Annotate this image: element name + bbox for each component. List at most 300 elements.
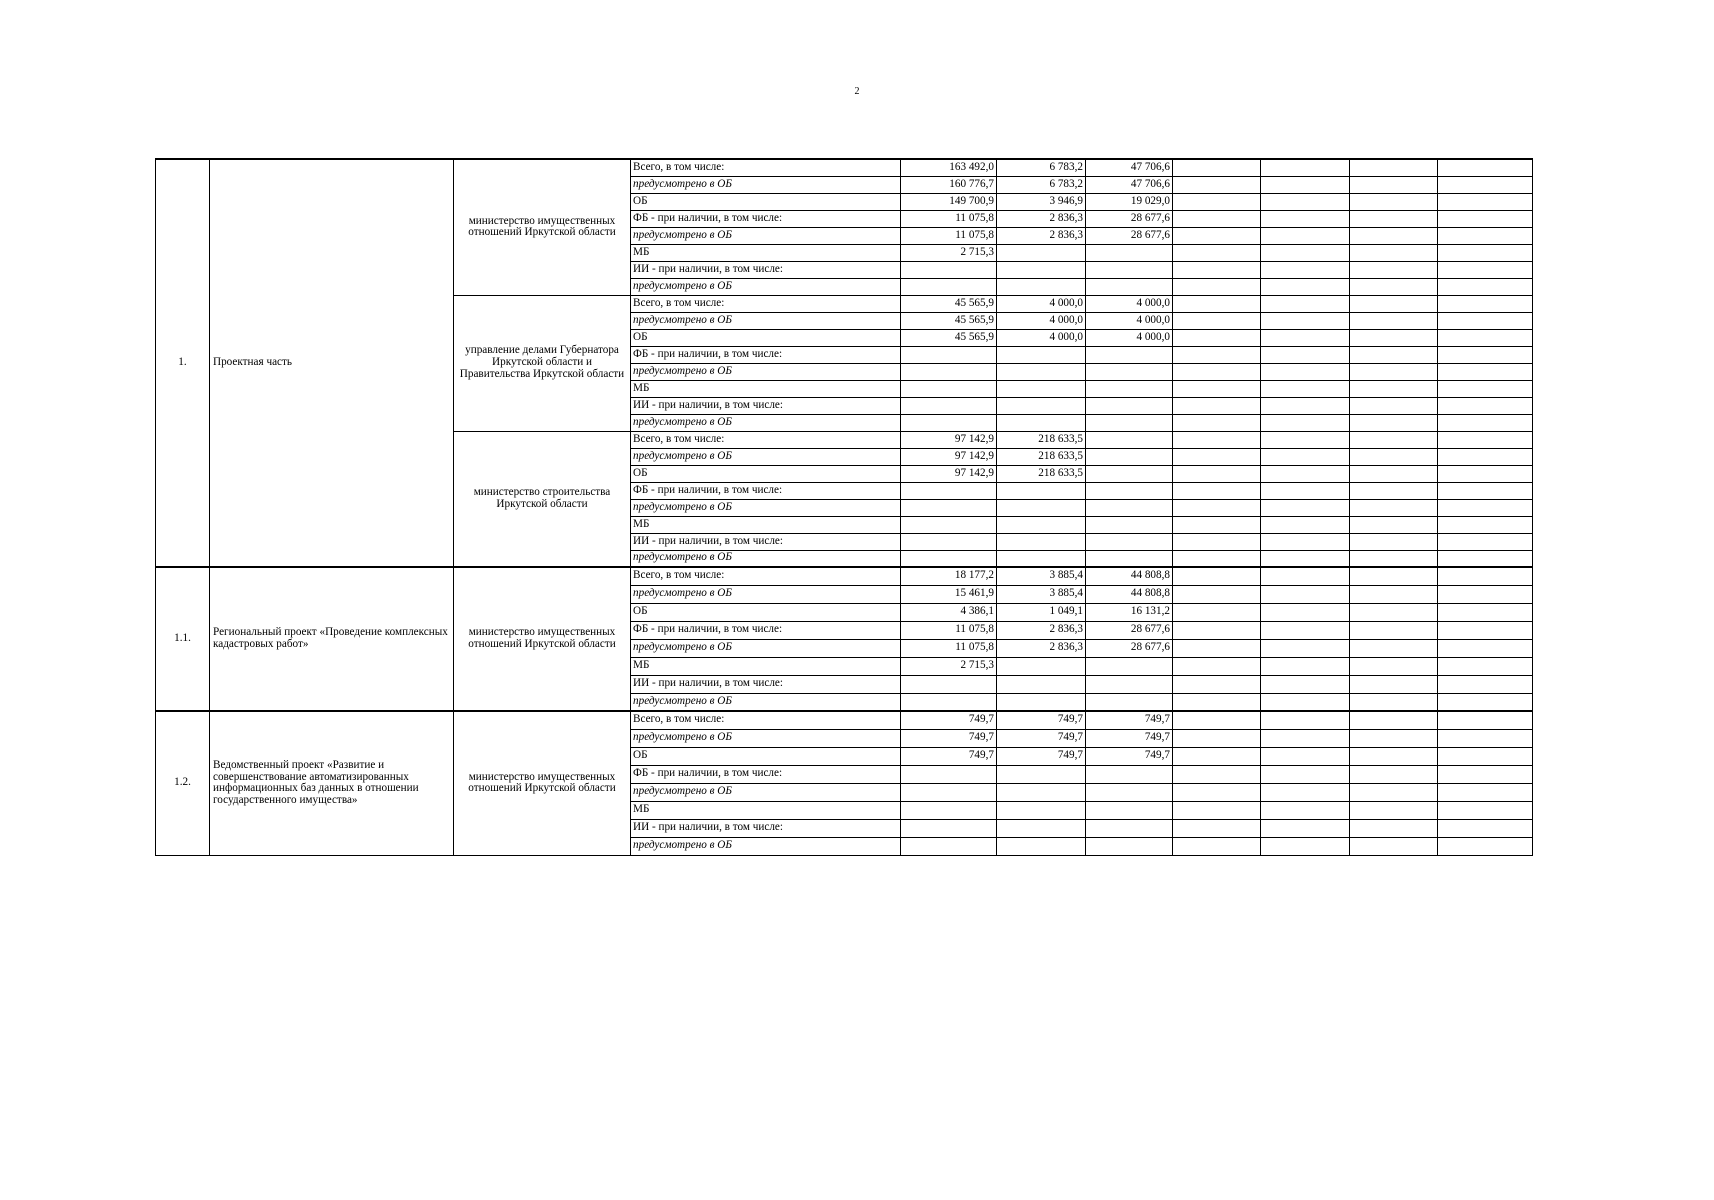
value-cell	[901, 380, 997, 397]
funding-source-label: ФБ - при наличии, в том числе:	[631, 482, 901, 499]
value-cell	[1438, 346, 1533, 363]
value-cell	[1438, 747, 1533, 765]
value-cell	[1438, 765, 1533, 783]
value-cell	[1086, 499, 1173, 516]
value-cell	[1350, 482, 1438, 499]
value-cell: 15 461,9	[901, 585, 997, 603]
funding-source-label: ОБ	[631, 193, 901, 210]
row-index: 1.	[156, 159, 210, 567]
value-cell	[1438, 363, 1533, 380]
value-cell	[1438, 448, 1533, 465]
value-cell: 47 706,6	[1086, 176, 1173, 193]
value-cell: 4 000,0	[997, 312, 1086, 329]
value-cell	[1173, 603, 1261, 621]
value-cell: 749,7	[997, 747, 1086, 765]
value-cell	[1261, 621, 1350, 639]
value-cell	[1086, 675, 1173, 693]
page-number: 2	[854, 86, 860, 97]
value-cell	[1350, 244, 1438, 261]
value-cell	[1086, 801, 1173, 819]
value-cell	[1350, 397, 1438, 414]
value-cell	[997, 819, 1086, 837]
value-cell	[1350, 227, 1438, 244]
funding-source-label: предусмотрено в ОБ	[631, 550, 901, 567]
value-cell	[1350, 747, 1438, 765]
funding-source-label: ИИ - при наличии, в том числе:	[631, 675, 901, 693]
value-cell	[1438, 639, 1533, 657]
value-cell	[1438, 176, 1533, 193]
value-cell	[1261, 227, 1350, 244]
value-cell: 149 700,9	[901, 193, 997, 210]
value-cell	[1173, 431, 1261, 448]
value-cell: 160 776,7	[901, 176, 997, 193]
value-cell	[1173, 837, 1261, 855]
value-cell	[1173, 346, 1261, 363]
value-cell	[1173, 499, 1261, 516]
value-cell	[1438, 675, 1533, 693]
value-cell	[1438, 837, 1533, 855]
value-cell	[997, 801, 1086, 819]
value-cell	[1261, 729, 1350, 747]
value-cell	[1438, 585, 1533, 603]
value-cell	[901, 693, 997, 711]
value-cell: 3 885,4	[997, 585, 1086, 603]
funding-source-label: ФБ - при наличии, в том числе:	[631, 765, 901, 783]
funding-source-label: Всего, в том числе:	[631, 567, 901, 585]
value-cell	[1086, 819, 1173, 837]
value-cell	[1261, 585, 1350, 603]
value-cell	[1173, 729, 1261, 747]
funding-source-label: МБ	[631, 657, 901, 675]
value-cell: 28 677,6	[1086, 210, 1173, 227]
funding-source-label: предусмотрено в ОБ	[631, 363, 901, 380]
funding-source-label: предусмотрено в ОБ	[631, 585, 901, 603]
value-cell	[1261, 603, 1350, 621]
value-cell	[997, 693, 1086, 711]
row-index: 1.1.	[156, 567, 210, 711]
value-cell	[1173, 176, 1261, 193]
value-cell: 218 633,5	[997, 448, 1086, 465]
value-cell	[1261, 550, 1350, 567]
value-cell	[1350, 657, 1438, 675]
value-cell	[1261, 765, 1350, 783]
value-cell	[1173, 159, 1261, 176]
value-cell: 2 836,3	[997, 227, 1086, 244]
funding-source-label: предусмотрено в ОБ	[631, 227, 901, 244]
value-cell	[1438, 693, 1533, 711]
value-cell	[1438, 397, 1533, 414]
funding-source-label: МБ	[631, 516, 901, 533]
value-cell	[1086, 448, 1173, 465]
value-cell: 28 677,6	[1086, 639, 1173, 657]
table-row	[156, 711, 1533, 729]
value-cell	[1261, 448, 1350, 465]
value-cell: 28 677,6	[1086, 621, 1173, 639]
funding-source-label: МБ	[631, 244, 901, 261]
value-cell	[901, 533, 997, 550]
value-cell	[1350, 533, 1438, 550]
value-cell: 11 075,8	[901, 210, 997, 227]
value-cell	[1261, 431, 1350, 448]
value-cell: 749,7	[1086, 747, 1173, 765]
value-cell	[1350, 783, 1438, 801]
value-cell	[1350, 639, 1438, 657]
funding-source-label: ФБ - при наличии, в том числе:	[631, 346, 901, 363]
value-cell	[1261, 819, 1350, 837]
value-cell	[901, 482, 997, 499]
funding-source-label: предусмотрено в ОБ	[631, 499, 901, 516]
funding-source-label: предусмотрено в ОБ	[631, 783, 901, 801]
value-cell	[1261, 747, 1350, 765]
value-cell	[901, 516, 997, 533]
value-cell	[1173, 533, 1261, 550]
value-cell	[1438, 516, 1533, 533]
value-cell	[1173, 819, 1261, 837]
value-cell	[901, 801, 997, 819]
value-cell: 749,7	[901, 729, 997, 747]
value-cell	[1086, 693, 1173, 711]
value-cell	[901, 819, 997, 837]
value-cell	[1438, 711, 1533, 729]
value-cell	[1086, 278, 1173, 295]
value-cell	[1438, 244, 1533, 261]
value-cell	[901, 499, 997, 516]
value-cell	[1350, 819, 1438, 837]
value-cell	[1261, 210, 1350, 227]
value-cell	[1350, 363, 1438, 380]
value-cell	[1438, 482, 1533, 499]
funding-source-label: ОБ	[631, 603, 901, 621]
value-cell	[1350, 295, 1438, 312]
value-cell	[997, 482, 1086, 499]
funding-source-label: Всего, в том числе:	[631, 431, 901, 448]
value-cell	[1173, 193, 1261, 210]
value-cell	[901, 397, 997, 414]
value-cell	[1173, 585, 1261, 603]
value-cell	[901, 363, 997, 380]
value-cell: 28 677,6	[1086, 227, 1173, 244]
value-cell	[1350, 550, 1438, 567]
value-cell: 11 075,8	[901, 639, 997, 657]
value-cell	[1438, 657, 1533, 675]
funding-source-label: ИИ - при наличии, в том числе:	[631, 819, 901, 837]
value-cell	[997, 278, 1086, 295]
value-cell	[1350, 567, 1438, 585]
value-cell	[1261, 693, 1350, 711]
value-cell	[901, 837, 997, 855]
value-cell	[1173, 657, 1261, 675]
funding-source-label: предусмотрено в ОБ	[631, 729, 901, 747]
value-cell	[1438, 819, 1533, 837]
value-cell: 97 142,9	[901, 465, 997, 482]
funding-source-label: ИИ - при наличии, в том числе:	[631, 533, 901, 550]
value-cell	[1438, 603, 1533, 621]
value-cell: 6 783,2	[997, 159, 1086, 176]
value-cell	[1350, 585, 1438, 603]
value-cell	[1173, 747, 1261, 765]
value-cell: 45 565,9	[901, 295, 997, 312]
value-cell	[997, 657, 1086, 675]
value-cell	[1261, 837, 1350, 855]
value-cell	[1350, 414, 1438, 431]
value-cell	[1438, 193, 1533, 210]
value-cell: 2 836,3	[997, 621, 1086, 639]
value-cell	[1261, 329, 1350, 346]
value-cell: 47 706,6	[1086, 159, 1173, 176]
value-cell: 18 177,2	[901, 567, 997, 585]
value-cell	[1086, 533, 1173, 550]
value-cell	[1173, 550, 1261, 567]
value-cell	[1261, 312, 1350, 329]
value-cell	[997, 244, 1086, 261]
value-cell: 749,7	[997, 711, 1086, 729]
value-cell	[1350, 159, 1438, 176]
value-cell	[1438, 465, 1533, 482]
value-cell	[997, 550, 1086, 567]
value-cell	[1350, 261, 1438, 278]
value-cell	[1173, 711, 1261, 729]
funding-source-label: ИИ - при наличии, в том числе:	[631, 261, 901, 278]
value-cell	[1350, 176, 1438, 193]
value-cell	[1173, 210, 1261, 227]
funding-source-label: предусмотрено в ОБ	[631, 176, 901, 193]
value-cell: 44 808,8	[1086, 585, 1173, 603]
funding-source-label: предусмотрено в ОБ	[631, 448, 901, 465]
value-cell: 11 075,8	[901, 227, 997, 244]
value-cell	[1173, 567, 1261, 585]
funding-source-label: Всего, в том числе:	[631, 159, 901, 176]
executor-cell: министерство строительства Иркутской области	[454, 431, 631, 567]
funding-source-label: ОБ	[631, 747, 901, 765]
value-cell	[1438, 431, 1533, 448]
value-cell: 2 836,3	[997, 639, 1086, 657]
value-cell	[1438, 621, 1533, 639]
funding-source-label: предусмотрено в ОБ	[631, 414, 901, 431]
funding-source-label: предусмотрено в ОБ	[631, 312, 901, 329]
value-cell	[1261, 711, 1350, 729]
value-cell	[1350, 621, 1438, 639]
table-row	[156, 567, 1533, 585]
value-cell	[1350, 193, 1438, 210]
value-cell	[1438, 278, 1533, 295]
value-cell	[997, 499, 1086, 516]
value-cell	[1261, 176, 1350, 193]
value-cell	[901, 765, 997, 783]
funding-source-label: ОБ	[631, 465, 901, 482]
value-cell	[1261, 397, 1350, 414]
value-cell	[1173, 329, 1261, 346]
value-cell: 19 029,0	[1086, 193, 1173, 210]
value-cell	[997, 675, 1086, 693]
value-cell	[1350, 346, 1438, 363]
value-cell: 4 386,1	[901, 603, 997, 621]
value-cell: 4 000,0	[1086, 329, 1173, 346]
value-cell: 4 000,0	[1086, 295, 1173, 312]
funding-source-label: предусмотрено в ОБ	[631, 837, 901, 855]
value-cell	[901, 261, 997, 278]
value-cell	[1438, 414, 1533, 431]
executor-cell: управление делами Губернатора Иркутской области и Правительства Иркутской области	[454, 295, 631, 431]
value-cell	[1350, 711, 1438, 729]
value-cell: 749,7	[901, 711, 997, 729]
value-cell	[997, 397, 1086, 414]
value-cell: 4 000,0	[1086, 312, 1173, 329]
value-cell	[1350, 801, 1438, 819]
funding-source-label: ФБ - при наличии, в том числе:	[631, 621, 901, 639]
value-cell	[1261, 261, 1350, 278]
value-cell: 44 808,8	[1086, 567, 1173, 585]
funding-source-label: МБ	[631, 801, 901, 819]
value-cell	[1173, 465, 1261, 482]
funding-source-label: ФБ - при наличии, в том числе:	[631, 210, 901, 227]
value-cell	[1173, 783, 1261, 801]
table-body	[156, 159, 1533, 855]
value-cell: 97 142,9	[901, 448, 997, 465]
value-cell	[1086, 837, 1173, 855]
value-cell	[1086, 363, 1173, 380]
funding-source-label: МБ	[631, 380, 901, 397]
executor-cell: министерство имущественных отношений Иркутской области	[454, 567, 631, 711]
value-cell	[1173, 801, 1261, 819]
value-cell	[901, 783, 997, 801]
value-cell	[1438, 329, 1533, 346]
value-cell	[1173, 693, 1261, 711]
value-cell	[1438, 210, 1533, 227]
value-cell	[1261, 159, 1350, 176]
value-cell: 749,7	[997, 729, 1086, 747]
value-cell: 749,7	[1086, 729, 1173, 747]
value-cell	[1173, 414, 1261, 431]
row-name: Проектная часть	[210, 159, 454, 567]
value-cell	[901, 675, 997, 693]
value-cell	[997, 533, 1086, 550]
value-cell	[1173, 516, 1261, 533]
value-cell	[1173, 363, 1261, 380]
value-cell	[1261, 244, 1350, 261]
value-cell	[1350, 729, 1438, 747]
value-cell	[1350, 693, 1438, 711]
value-cell	[1086, 346, 1173, 363]
value-cell: 749,7	[901, 747, 997, 765]
value-cell	[1086, 482, 1173, 499]
value-cell	[1173, 621, 1261, 639]
value-cell: 1 049,1	[997, 603, 1086, 621]
value-cell	[1350, 675, 1438, 693]
value-cell	[1438, 729, 1533, 747]
value-cell: 45 565,9	[901, 329, 997, 346]
value-cell	[1086, 431, 1173, 448]
value-cell	[997, 414, 1086, 431]
value-cell: 6 783,2	[997, 176, 1086, 193]
value-cell	[1173, 639, 1261, 657]
value-cell	[997, 380, 1086, 397]
value-cell	[1261, 482, 1350, 499]
value-cell	[1086, 550, 1173, 567]
value-cell	[1350, 765, 1438, 783]
financing-table	[155, 158, 1533, 856]
value-cell	[1261, 414, 1350, 431]
value-cell	[1173, 278, 1261, 295]
value-cell	[1261, 516, 1350, 533]
value-cell	[1438, 533, 1533, 550]
value-cell	[1086, 783, 1173, 801]
value-cell: 16 131,2	[1086, 603, 1173, 621]
value-cell	[1261, 193, 1350, 210]
value-cell	[1086, 516, 1173, 533]
value-cell: 4 000,0	[997, 295, 1086, 312]
value-cell	[1261, 657, 1350, 675]
value-cell	[997, 261, 1086, 278]
value-cell	[1350, 210, 1438, 227]
value-cell	[1086, 244, 1173, 261]
value-cell	[1173, 244, 1261, 261]
value-cell	[1350, 448, 1438, 465]
value-cell	[1261, 639, 1350, 657]
value-cell	[1173, 448, 1261, 465]
value-cell: 97 142,9	[901, 431, 997, 448]
value-cell	[1350, 329, 1438, 346]
value-cell	[1350, 837, 1438, 855]
executor-cell: министерство имущественных отношений Иркутской области	[454, 711, 631, 855]
funding-source-label: предусмотрено в ОБ	[631, 639, 901, 657]
value-cell	[1086, 397, 1173, 414]
value-cell	[997, 516, 1086, 533]
value-cell: 218 633,5	[997, 465, 1086, 482]
value-cell	[997, 346, 1086, 363]
value-cell	[901, 550, 997, 567]
value-cell	[1173, 397, 1261, 414]
executor-cell: министерство имущественных отношений Иркутской области	[454, 159, 631, 295]
value-cell	[1261, 380, 1350, 397]
value-cell: 45 565,9	[901, 312, 997, 329]
value-cell	[1438, 312, 1533, 329]
value-cell	[1173, 227, 1261, 244]
value-cell	[901, 414, 997, 431]
value-cell	[997, 783, 1086, 801]
value-cell: 3 885,4	[997, 567, 1086, 585]
funding-source-label: Всего, в том числе:	[631, 711, 901, 729]
value-cell	[1438, 499, 1533, 516]
value-cell	[997, 765, 1086, 783]
row-index: 1.2.	[156, 711, 210, 855]
value-cell	[1086, 261, 1173, 278]
value-cell: 11 075,8	[901, 621, 997, 639]
value-cell	[901, 346, 997, 363]
value-cell	[1261, 533, 1350, 550]
value-cell	[1438, 801, 1533, 819]
value-cell	[901, 278, 997, 295]
value-cell	[1086, 380, 1173, 397]
value-cell: 3 946,9	[997, 193, 1086, 210]
value-cell	[1438, 295, 1533, 312]
value-cell	[1350, 603, 1438, 621]
table-row	[156, 159, 1533, 176]
value-cell	[1173, 765, 1261, 783]
row-name: Ведомственный проект «Развитие и совершенствование автоматизированных информационных баз данных в отношении государственного имущества»	[210, 711, 454, 855]
value-cell	[1173, 380, 1261, 397]
value-cell	[1261, 363, 1350, 380]
funding-source-label: ИИ - при наличии, в том числе:	[631, 397, 901, 414]
value-cell	[1350, 499, 1438, 516]
value-cell	[1173, 295, 1261, 312]
value-cell	[997, 837, 1086, 855]
value-cell	[1261, 278, 1350, 295]
value-cell	[1350, 516, 1438, 533]
value-cell	[1261, 801, 1350, 819]
value-cell	[1261, 295, 1350, 312]
funding-source-label: ОБ	[631, 329, 901, 346]
value-cell	[1350, 278, 1438, 295]
